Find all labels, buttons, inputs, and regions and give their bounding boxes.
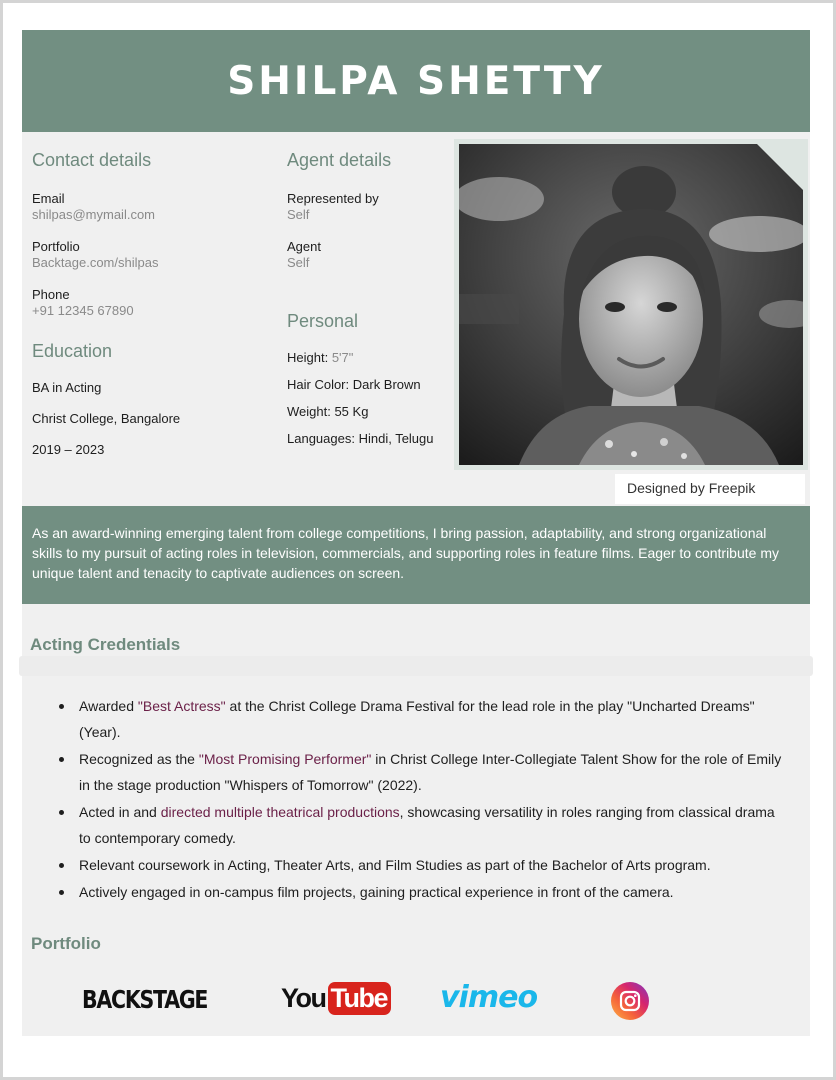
agent-value: Self xyxy=(287,255,310,270)
item-highlight: "Most Promising Performer" xyxy=(198,751,372,767)
acting-credentials-title: Acting Credentials xyxy=(30,635,181,654)
weight-value: 55 Kg xyxy=(334,404,369,419)
education-college: Christ College, Bangalore xyxy=(32,411,181,426)
item-text-post: at the Christ College Drama Festival for the lead role in the play "Uncharted Dreams" (Year). xyxy=(79,698,755,740)
header-banner xyxy=(22,30,810,132)
item-text-pre: Acted in and xyxy=(79,804,161,820)
agent-title: Agent details xyxy=(287,150,392,170)
credentials-list xyxy=(59,693,789,906)
middle-column xyxy=(287,150,457,458)
hair-line xyxy=(287,377,457,393)
agent-label: Agent xyxy=(287,239,321,254)
name-heading: SHILPA SHETTY xyxy=(227,58,605,104)
backstage-logo[interactable]: BACKSTAGE xyxy=(82,985,208,1014)
youtube-you-text: You xyxy=(281,983,326,1013)
portfolio-field xyxy=(32,239,272,271)
contact-title: Contact details xyxy=(32,150,152,170)
weight-line xyxy=(287,404,457,420)
languages-line xyxy=(287,431,457,447)
youtube-tube-text: Tube xyxy=(328,982,392,1015)
item-text-pre: Awarded xyxy=(79,698,138,714)
personal-title: Personal xyxy=(287,311,359,331)
item-text-pre: Recognized as the xyxy=(79,751,199,767)
education-years: 2019 – 2023 xyxy=(32,442,105,457)
height-label: Height: xyxy=(287,350,332,365)
languages-label: Languages: xyxy=(287,431,359,446)
email-label: Email xyxy=(32,191,65,206)
phone-field xyxy=(32,287,272,319)
education-title: Education xyxy=(32,341,113,361)
hair-label: Hair Color: xyxy=(287,377,353,392)
languages-value: Hindi, Telugu xyxy=(358,431,434,446)
height-line xyxy=(287,350,457,366)
instagram-icon[interactable] xyxy=(611,982,649,1020)
list-item xyxy=(59,693,789,745)
portfolio-label: Portfolio xyxy=(32,239,80,254)
summary-banner: As an award-winning emerging talent from college competitions, I bring passion, adaptability, and strong organizational skills to my pursuit of acting roles in television, commercials, and supporting roles in feature films. Eager to contribute my unique talent and tenacity to captivate audiences on screen. xyxy=(22,506,810,604)
item-text-post: in Christ College Inter-Collegiate Talent Show for the role of Emily in the stage production "Whispers of Tomorrow" (2022). xyxy=(79,751,782,793)
resume-sheet xyxy=(22,30,810,1036)
list-item xyxy=(59,746,789,798)
youtube-logo[interactable] xyxy=(281,982,391,1015)
education-degree: BA in Acting xyxy=(32,380,102,395)
represented-field xyxy=(287,191,457,223)
item-highlight: "Best Actress" xyxy=(137,698,226,714)
vimeo-logo[interactable]: vimeo xyxy=(440,980,538,1015)
photo-corner-fold xyxy=(752,139,808,195)
photo-credit: Designed by Freepik xyxy=(615,474,805,504)
left-column xyxy=(32,150,272,473)
list-item xyxy=(59,799,789,851)
agent-field xyxy=(287,239,457,271)
email-field xyxy=(32,191,272,223)
email-value: shilpas@mymail.com xyxy=(32,207,155,222)
phone-label: Phone xyxy=(32,287,70,302)
item-highlight: directed multiple theatrical productions xyxy=(160,804,400,820)
weight-label: Weight: xyxy=(287,404,335,419)
section-divider xyxy=(19,656,813,676)
portfolio-title: Portfolio xyxy=(31,934,101,953)
list-item: Actively engaged in on-campus film projects, gaining practical experience in front of the camera. xyxy=(59,879,789,905)
page xyxy=(3,3,833,1077)
headshot-frame xyxy=(454,139,808,470)
represented-value: Self xyxy=(287,207,310,222)
list-item: Relevant coursework in Acting, Theater Arts, and Film Studies as part of the Bachelor of Arts program. xyxy=(59,852,789,878)
height-value: 5'7" xyxy=(331,350,354,365)
portfolio-value: Backtage.com/shilpas xyxy=(32,255,159,270)
represented-label: Represented by xyxy=(287,191,379,206)
phone-value: +91 12345 67890 xyxy=(32,303,134,318)
item-text-post: , showcasing versatility in roles ranging from classical drama to contemporary comedy. xyxy=(79,804,775,846)
hair-value: Dark Brown xyxy=(352,377,421,392)
